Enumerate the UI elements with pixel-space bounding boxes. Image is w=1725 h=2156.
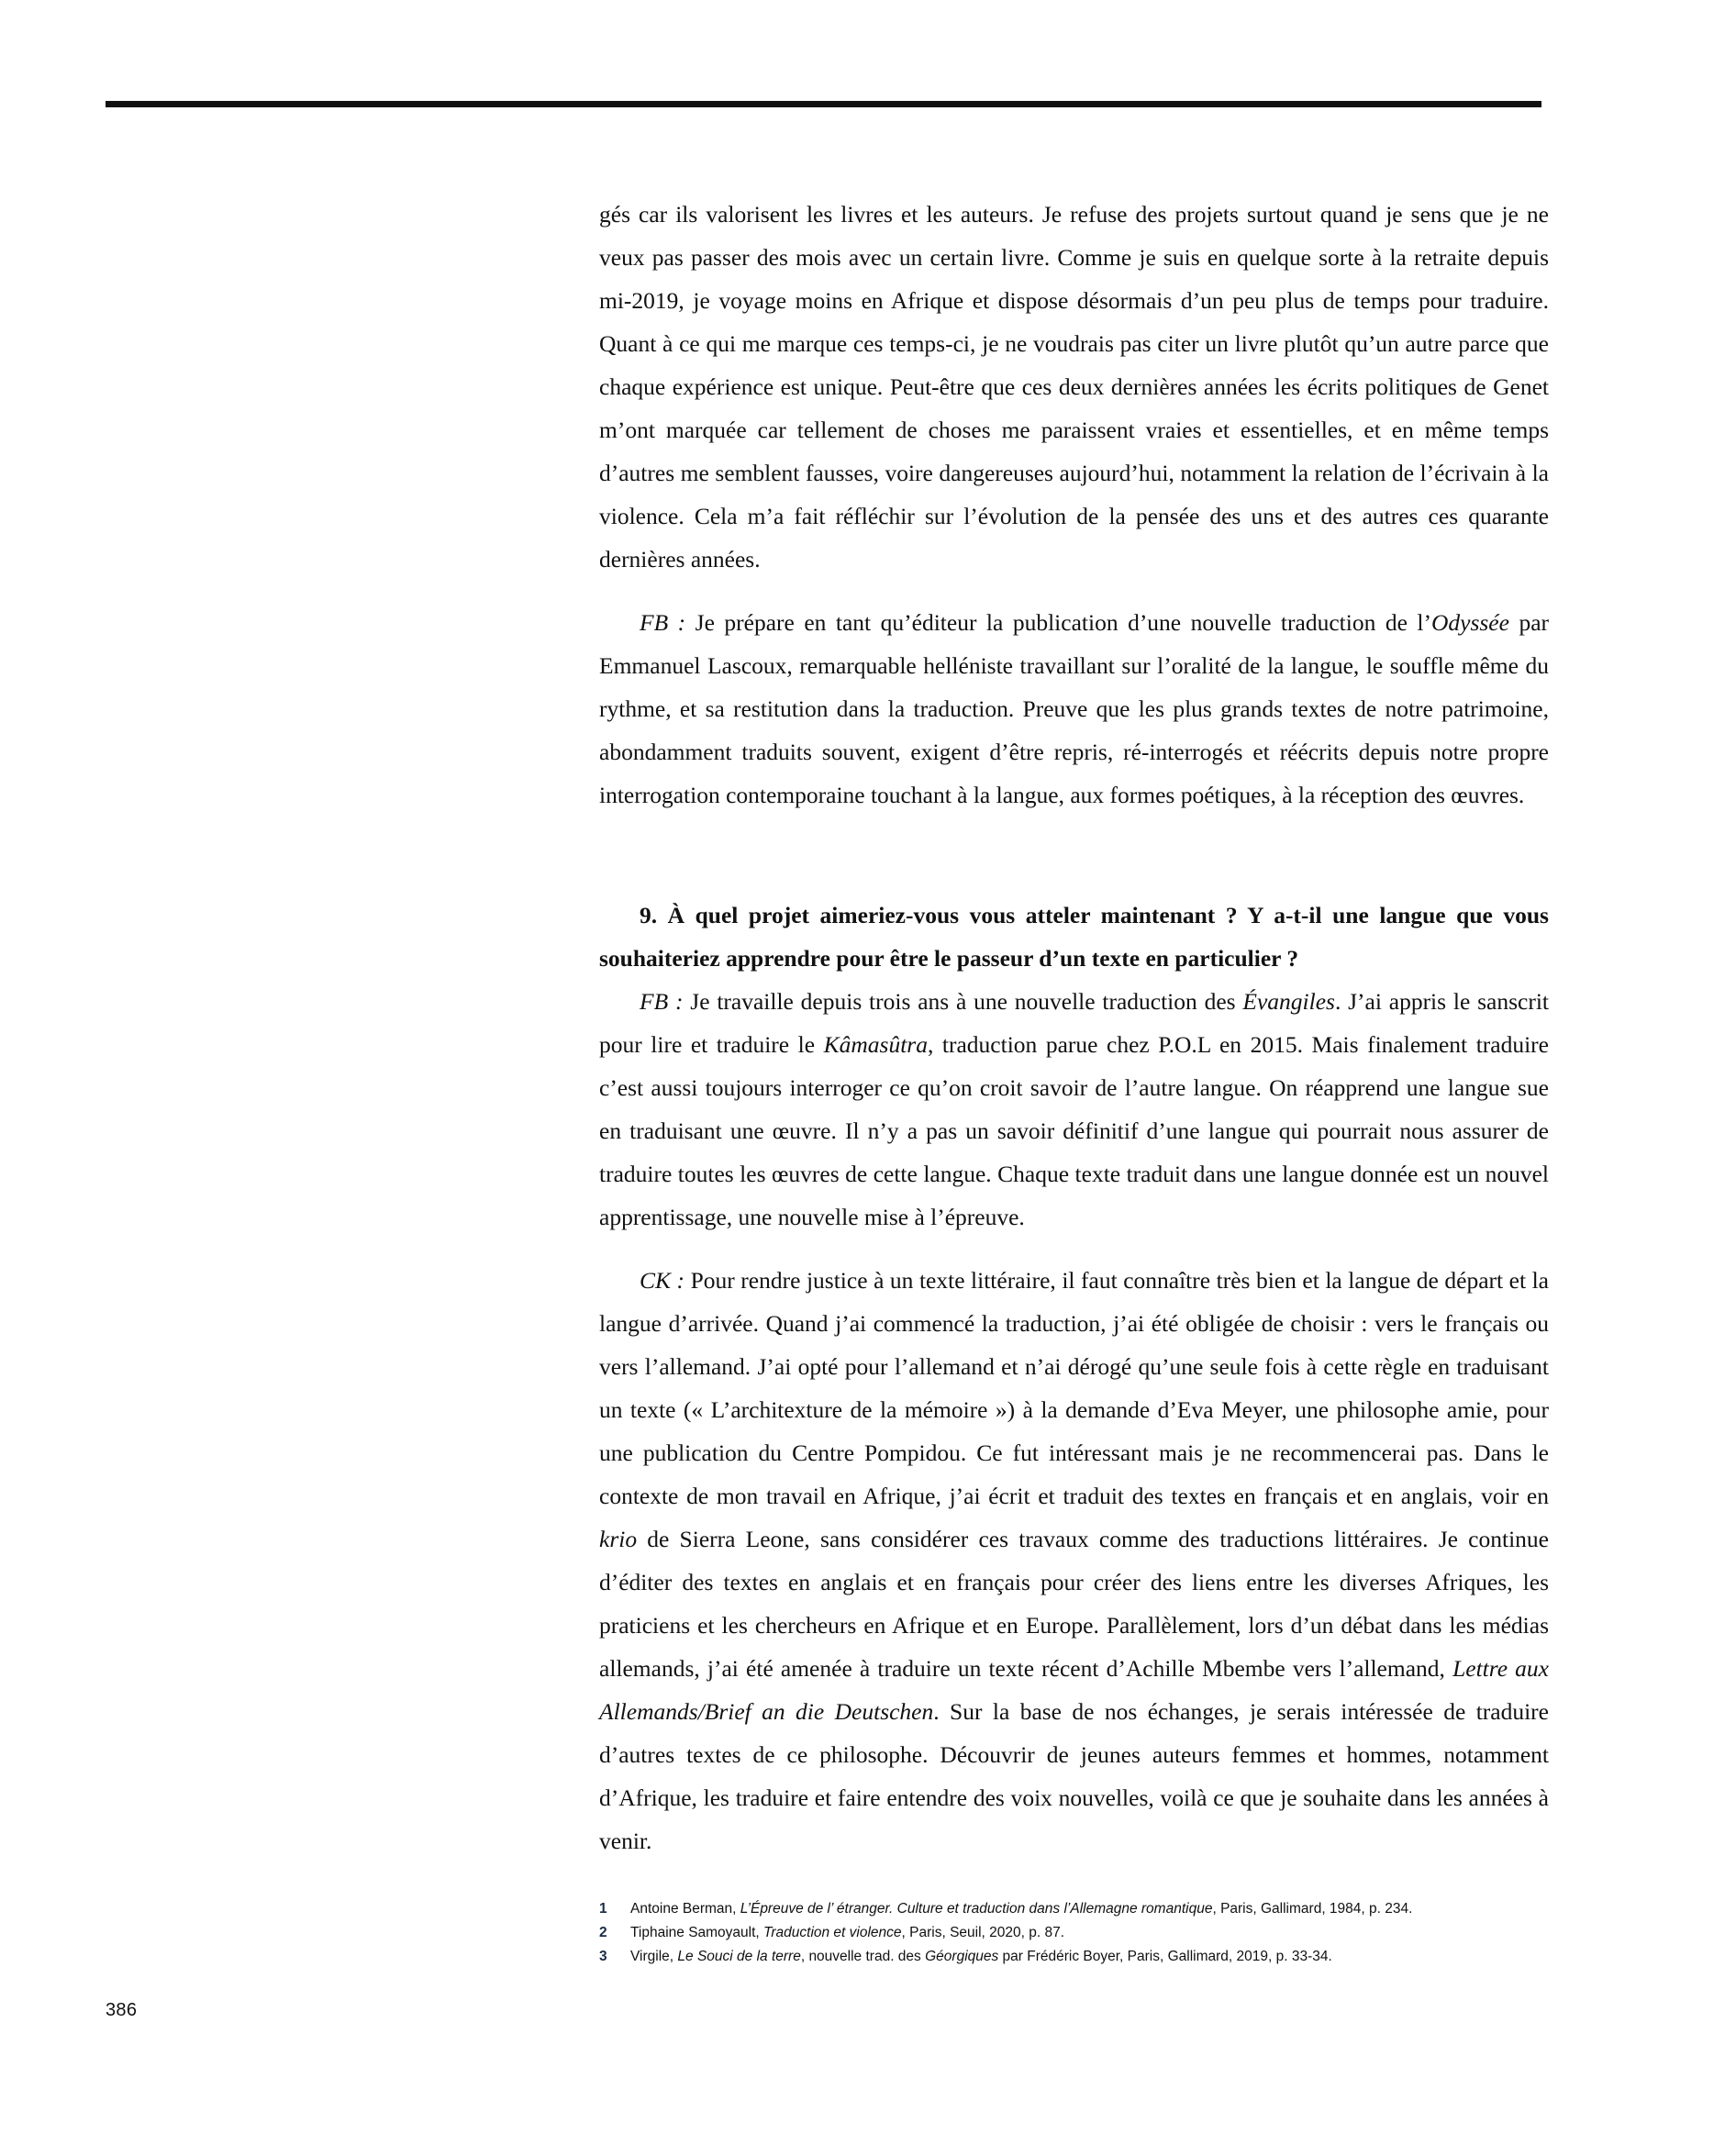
paragraph-continuation bbox=[599, 193, 1549, 581]
paragraph-fb-evangiles bbox=[599, 980, 1549, 1239]
footnote-title: Le Souci de la terre bbox=[677, 1949, 801, 1964]
speaker-label-fb-2: FB : bbox=[640, 988, 691, 1015]
footnotes-block bbox=[599, 1897, 1549, 1969]
paragraph-text-c: , traduction parue chez P.O.L en 2015. Mais finalement traduire c’est aussi toujours interroger ce qu’on croit savoir de l’autre langue. On réapprend une langue sue en traduisant une œuvre. Il n’y a pas un savoir définitif d’une langue qui pourrait nous assurer de traduire toutes les œuvres de cette langue. Chaque texte traduit dans une langue donnée est un nouvel apprentissage, une nouvelle mise à l’épreuve. bbox=[599, 1031, 1549, 1230]
page-number: 386 bbox=[106, 2000, 138, 2020]
footnote-item bbox=[599, 1945, 1549, 1969]
paragraph-text-a: Pour rendre justice à un texte littéraire, il faut connaître très bien et la langue de départ et la langue d’arrivée. Quand j’ai commencé la traduction, j’ai été obligée de choisir : vers le français ou vers l’allemand. J’ai opté pour l’allemand et n’ai dérogé qu’une seule fois à cette règle en traduisant un texte (« L’architexture de la mémoire ») à la demande d’Eva Meyer, une philosophe amie, pour une publication du Centre Pompidou. Ce fut intéressant mais je ne recommencerai pas. Dans le contexte de mon travail en Afrique, j’ai écrit et traduit des textes en français et en anglais, voir en bbox=[599, 1267, 1549, 1509]
paragraph-text-a: Je prépare en tant qu’éditeur la publication d’une nouvelle traduction de l’ bbox=[695, 609, 1431, 636]
paragraph-text-c: . Sur la base de nos échanges, je serais intéressée de traduire d’autres textes de ce philosophe. Découvrir de jeunes auteurs femmes et hommes, notamment d’Afrique, les traduire et faire entendre des voix nouvelles, voilà ce que je souhaite dans les années à venir. bbox=[599, 1698, 1549, 1854]
title-kamasutra: Kâmasûtra bbox=[823, 1031, 928, 1058]
title-lettre-aux-allemands: Lettre aux Allemands/Brief an die Deutschen bbox=[599, 1655, 1549, 1725]
paragraph-text-a: Je travaille depuis trois ans à une nouvelle traduction des bbox=[690, 988, 1243, 1015]
footnote-title: Traduction et violence bbox=[763, 1925, 902, 1940]
footnote-text-pre: Antoine Berman, bbox=[630, 1901, 740, 1917]
question-heading-9: 9. À quel projet aimeriez-vous vous atteler maintenant ? Y a-t-il une langue que vous souhaiteriez apprendre pour être le passeur d’un texte en particulier ? bbox=[599, 902, 1549, 972]
title-evangiles: Évangiles bbox=[1242, 988, 1335, 1015]
footnote-item bbox=[599, 1897, 1549, 1921]
footnote-text bbox=[630, 1921, 1549, 1945]
paragraph-text-b: de Sierra Leone, sans considérer ces travaux comme des traductions littéraires. Je continue d’éditer des textes en anglais et en français pour créer des liens entre les diverses Afriques, les praticiens et les chercheurs en Afrique et en Europe. Parallèlement, lors d’un débat dans les médias allemands, j’ai été amenée à traduire un texte récent d’Achille Mbembe vers l’allemand, bbox=[599, 1526, 1549, 1682]
footnote-text-pre: Virgile, bbox=[630, 1949, 678, 1964]
footnote-item bbox=[599, 1921, 1549, 1945]
footnote-title: L’Épreuve de l’ étranger. Culture et traduction dans l’Allemagne romantique bbox=[740, 1901, 1213, 1917]
speaker-label-ck: CK : bbox=[640, 1267, 691, 1294]
paragraph-ck-answer bbox=[599, 1259, 1549, 1862]
paragraph-text-b: . J’ai appris le sanscrit pour lire et traduire le bbox=[599, 988, 1549, 1058]
footnote-text-post-2: par Frédéric Boyer, Paris, Gallimard, 2019, p. 33-34. bbox=[998, 1949, 1332, 1964]
title-odyssee: Odyssée bbox=[1430, 609, 1509, 636]
header-rule bbox=[106, 101, 1541, 107]
footnote-text-post: , nouvelle trad. des bbox=[800, 1949, 926, 1964]
paragraph-text: gés car ils valorisent les livres et les auteurs. Je refuse des projets surtout quand je sens que je ne veux pas passer des mois avec un certain livre. Comme je suis en quelque sorte à la retraite depuis mi-2019, je voyage moins en Afrique et dispose désormais d’un peu plus de temps pour traduire. Quant à ce qui me marque ces temps-ci, je ne voudrais pas citer un livre plutôt qu’un autre parce que chaque expérience est unique. Peut-être que ces deux dernières années les écrits politiques de Genet m’ont marquée car tellement de choses me paraissent vraies et essentielles, et en même temps d’autres me semblent fausses, voire dangereuses aujourd’hui, notamment la relation de l’écrivain à la violence. Cela m’a fait réfléchir sur l’évolution de la pensée des uns et des autres ces quarante dernières années. bbox=[599, 201, 1549, 572]
footnote-title-secondary: Géorgiques bbox=[925, 1949, 999, 1964]
footnote-number: 1 bbox=[599, 1901, 607, 1917]
paragraph-text-b: par Emmanuel Lascoux, remarquable helléniste travaillant sur l’oralité de la langue, le souffle même du rythme, et sa restitution dans la traduction. Preuve que les plus grands textes de notre patrimoine, abondamment traduits souvent, exigent d’être repris, ré-interrogés et réécrits depuis notre propre interrogation contemporaine touchant à la langue, aux formes poétiques, à la réception des œuvres. bbox=[599, 609, 1549, 808]
footnote-text bbox=[630, 1945, 1549, 1969]
footnote-text-post: , Paris, Seuil, 2020, p. 87. bbox=[901, 1925, 1065, 1940]
footnote-text-post: , Paris, Gallimard, 1984, p. 234. bbox=[1212, 1901, 1413, 1917]
footnote-number: 2 bbox=[599, 1925, 607, 1940]
speaker-label-fb: FB : bbox=[640, 609, 696, 636]
footnote-text bbox=[630, 1897, 1549, 1921]
footnote-number: 3 bbox=[599, 1949, 607, 1964]
paragraph-fb-odyssee bbox=[599, 601, 1549, 817]
footnote-text-pre: Tiphaine Samoyault, bbox=[630, 1925, 764, 1940]
term-krio: krio bbox=[599, 1526, 638, 1552]
text-column bbox=[599, 193, 1549, 1862]
